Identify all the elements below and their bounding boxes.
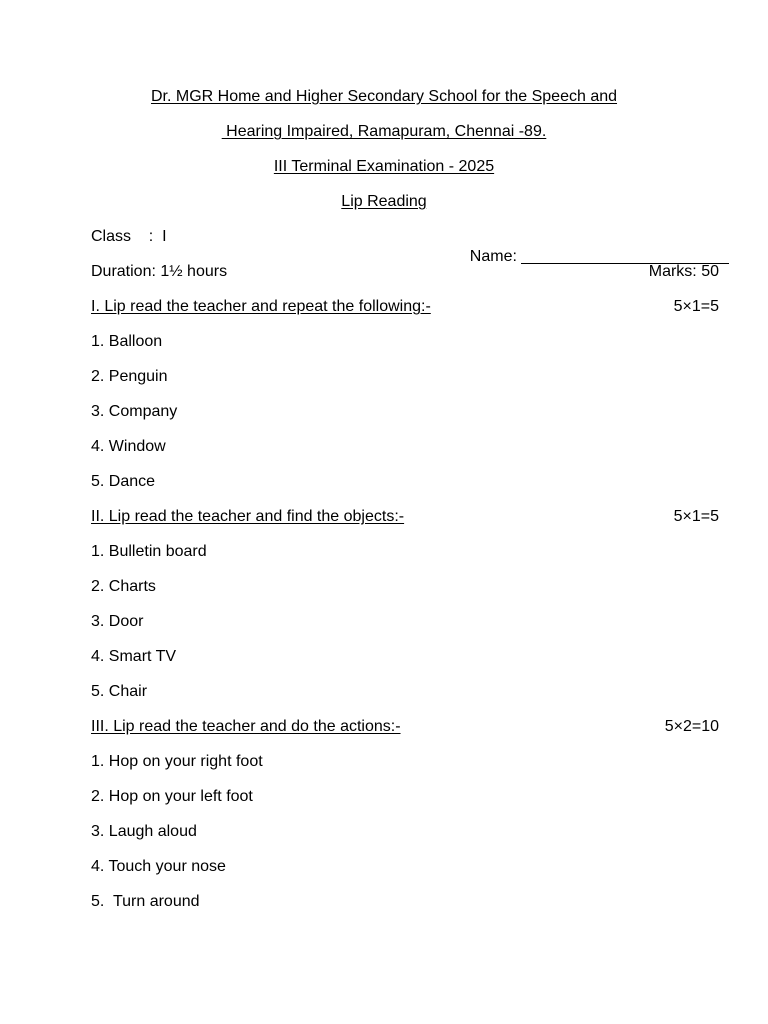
section-1-marks: 5×1=5 [673,298,719,315]
exam-title: III Terminal Examination - 2025 [273,158,495,175]
list-item: 3. Laugh aloud [91,823,197,840]
list-item: 2. Charts [91,578,156,595]
list-item: 3. Company [91,403,178,420]
list-item: 2. Penguin [91,368,168,385]
name-label: Name: [469,248,517,265]
section-2-marks: 5×1=5 [673,508,719,525]
list-item: 5. Chair [91,683,148,700]
list-item: 1. Hop on your right foot [91,753,263,770]
school-name-line-1: Dr. MGR Home and Higher Secondary School for the Speech and [150,88,618,105]
section-3-marks: 5×2=10 [664,718,719,735]
list-item: 1. Bulletin board [91,543,207,560]
list-item: 3. Door [91,613,144,630]
class-label: Class : I [91,228,167,245]
school-name-line-2: Hearing Impaired, Ramapuram, Chennai -89. [221,123,547,140]
list-item: 5. Dance [91,473,156,490]
section-2-title: II. Lip read the teacher and find the objects:- [91,508,405,525]
duration: Duration: 1½ hours [91,263,228,280]
section-3-title: III. Lip read the teacher and do the actions:- [91,718,401,735]
list-item: 1. Balloon [91,333,163,350]
list-item: 4. Smart TV [91,648,177,665]
subject-title: Lip Reading [341,193,427,210]
total-marks: Marks: 50 [648,263,719,280]
list-item: 4. Window [91,438,166,455]
list-item: 4. Touch your nose [91,858,226,875]
list-item: 5. Turn around [91,893,200,910]
list-item: 2. Hop on your left foot [91,788,253,805]
section-1-title: I. Lip read the teacher and repeat the following:- [91,298,431,315]
